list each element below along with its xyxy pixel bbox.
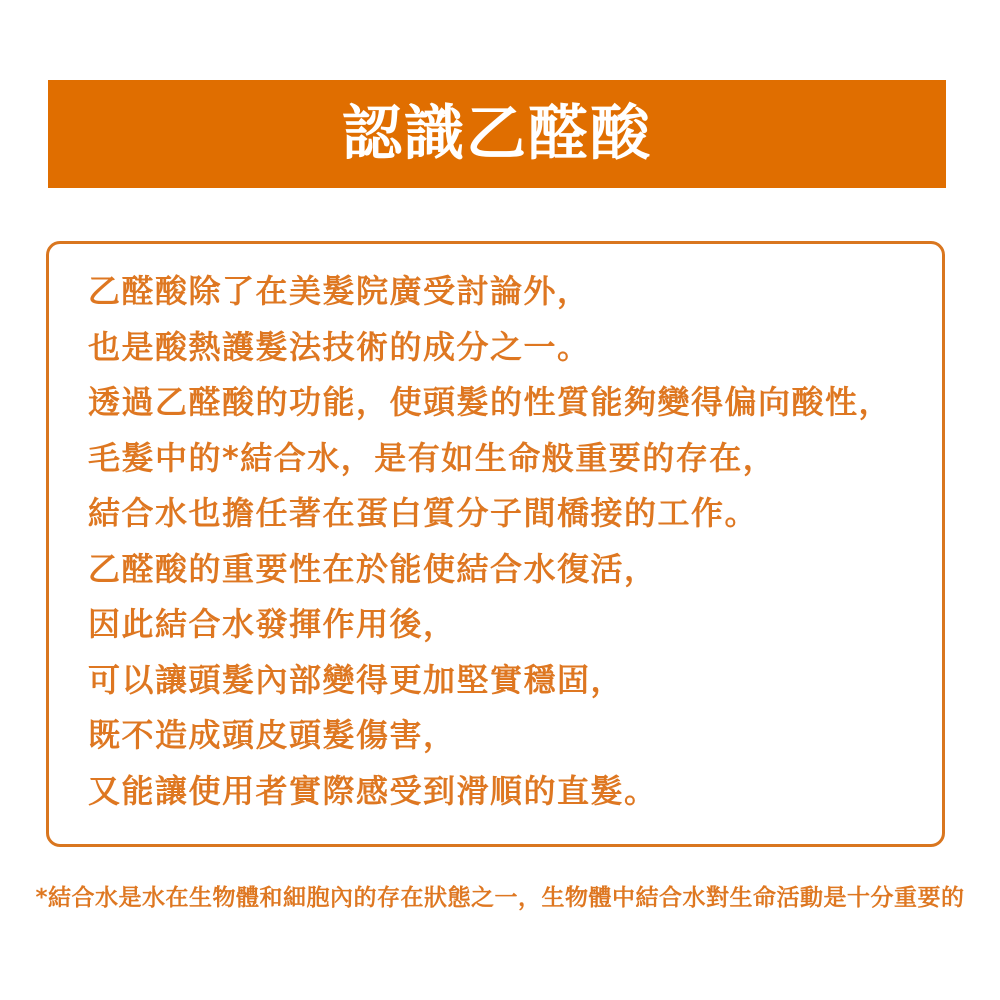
body-line: 也是酸熱護髮法技術的成分之一。 [88,327,591,366]
body-line: 毛髮中的*結合水，是有如生命般重要的存在， [88,438,777,477]
body-line: 又能讓使用者實際感受到滑順的直髮。 [88,771,658,810]
title-banner [48,80,946,188]
body-line: 因此結合水發揮作用後， [88,605,457,643]
body-line: 透過乙醛酸的功能，使頭髮的性質能夠變得偏向酸性， [88,383,893,421]
body-line: 結合水也擔任著在蛋白質分子間橋接的工作。 [88,494,759,532]
body-line: 可以讓頭髮內部變得更加堅實穩固， [88,660,625,699]
footnote-text: *結合水是水在生物體和細胞內的存在狀態之一，生物體中結合水對生命活動是十分重要的 [35,885,965,911]
body-line: 乙醛酸除了在美髮院廣受討論外， [88,272,591,310]
body-text-box [46,241,945,847]
page-title: 認識乙醛酸 [342,99,652,169]
body-line: 既不造成頭皮頭髮傷害， [88,716,457,754]
body-line: 乙醛酸的重要性在於能使結合水復活， [88,549,658,588]
